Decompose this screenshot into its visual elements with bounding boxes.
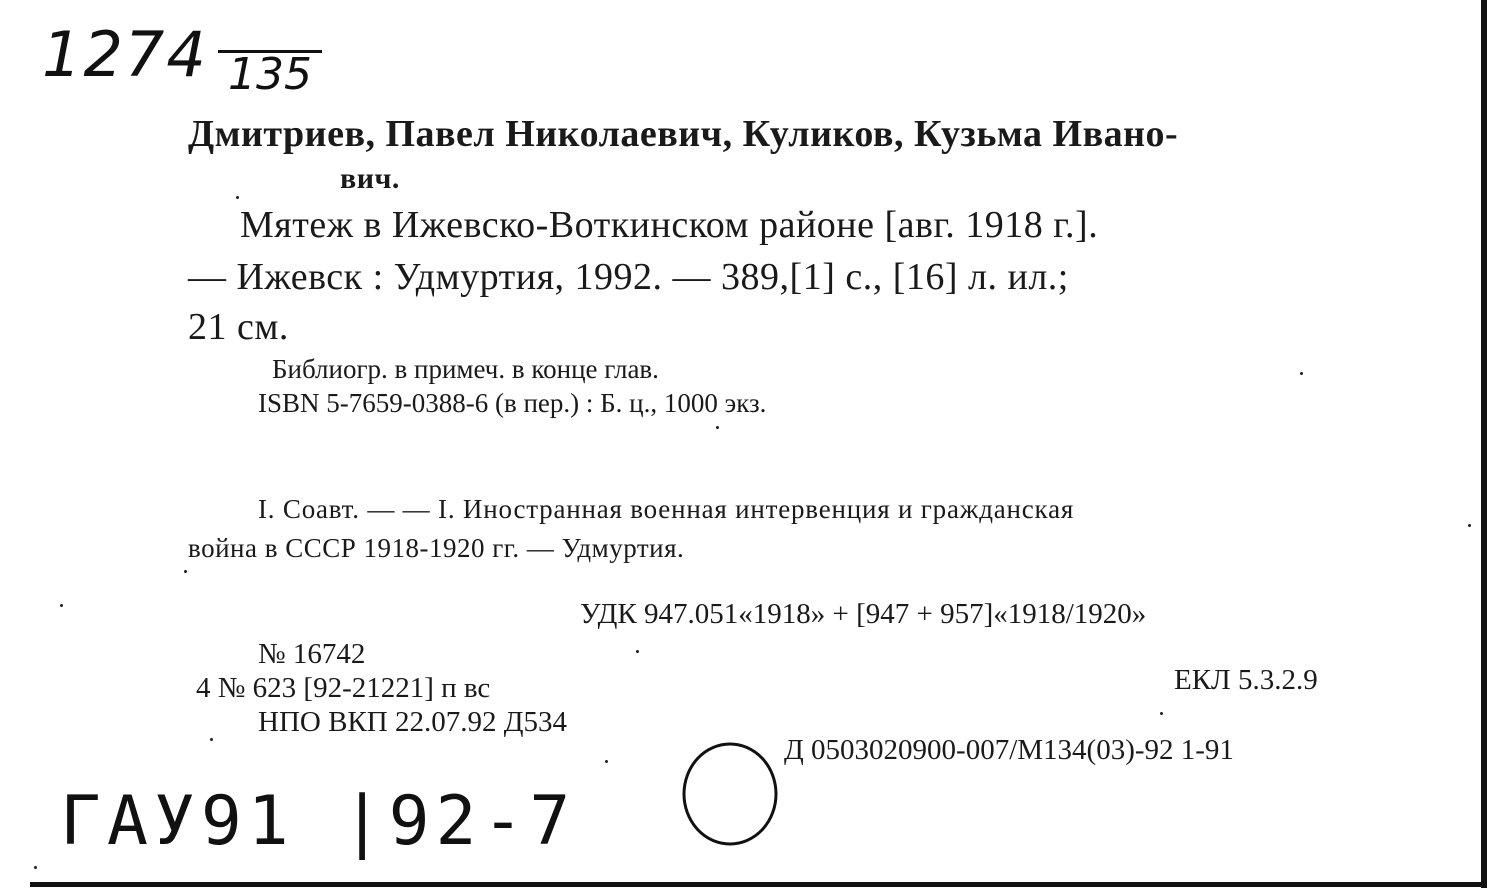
udk-code: УДК 947.051«1918» + [947 + 957]«1918/1920» (580, 598, 1147, 630)
title-line: Мятеж в Ижевско-Воткинском районе [авг. 1918 г.]. (240, 204, 1099, 246)
tracings-line1: I. Соавт. — — I. Иностранная военная интервенция и гражданская (258, 494, 1075, 524)
isbn-line: ISBN 5-7659-0388-6 (в пер.) : Б. ц., 1000 экз. (258, 388, 767, 418)
card-hole (676, 722, 786, 848)
card-bottom-edge (30, 882, 1487, 887)
bibliography-note: Библиогр. в примеч. в конце глав. (272, 354, 659, 384)
scan-speck (605, 760, 608, 763)
order-line: 4 № 623 [92-21221] п вс (196, 672, 491, 704)
d-code: Д 0503020900-007/М134(03)-92 1-91 (784, 734, 1234, 766)
card-right-edge (1481, 0, 1487, 888)
imprint-line: — Ижевск : Удмуртия, 1992. — 389,[1] с., [16] л. ил.; (188, 256, 1069, 298)
tracings-line2: война в СССР 1918-1920 гг. — Удмуртия. (188, 533, 685, 563)
authors-heading-line1: Дмитриев, Павел Николаевич, Куликов, Кузьма Ивано- (188, 113, 1179, 155)
size-line: 21 см. (188, 306, 289, 348)
scan-speck (636, 650, 639, 653)
scan-speck (210, 738, 213, 741)
npo-line: НПО ВКП 22.07.92 Д534 (258, 706, 567, 738)
scan-speck (716, 426, 719, 429)
scan-speck (1468, 524, 1471, 527)
handwritten-fraction: 135 (218, 50, 322, 97)
handwritten-number: 1274 (42, 18, 208, 91)
authors-heading-line2: вич. (340, 162, 400, 195)
scan-speck (60, 604, 63, 607)
handwritten-bottom-code: ГАУ91 |92-7 (60, 782, 577, 861)
ekl-code: ЕКЛ 5.3.2.9 (1174, 664, 1318, 696)
scan-speck (1300, 372, 1303, 375)
scan-speck (1160, 712, 1163, 715)
card-number: № 16742 (258, 638, 366, 670)
scan-speck (184, 570, 187, 573)
scan-speck (236, 196, 239, 199)
scan-speck (34, 866, 37, 869)
